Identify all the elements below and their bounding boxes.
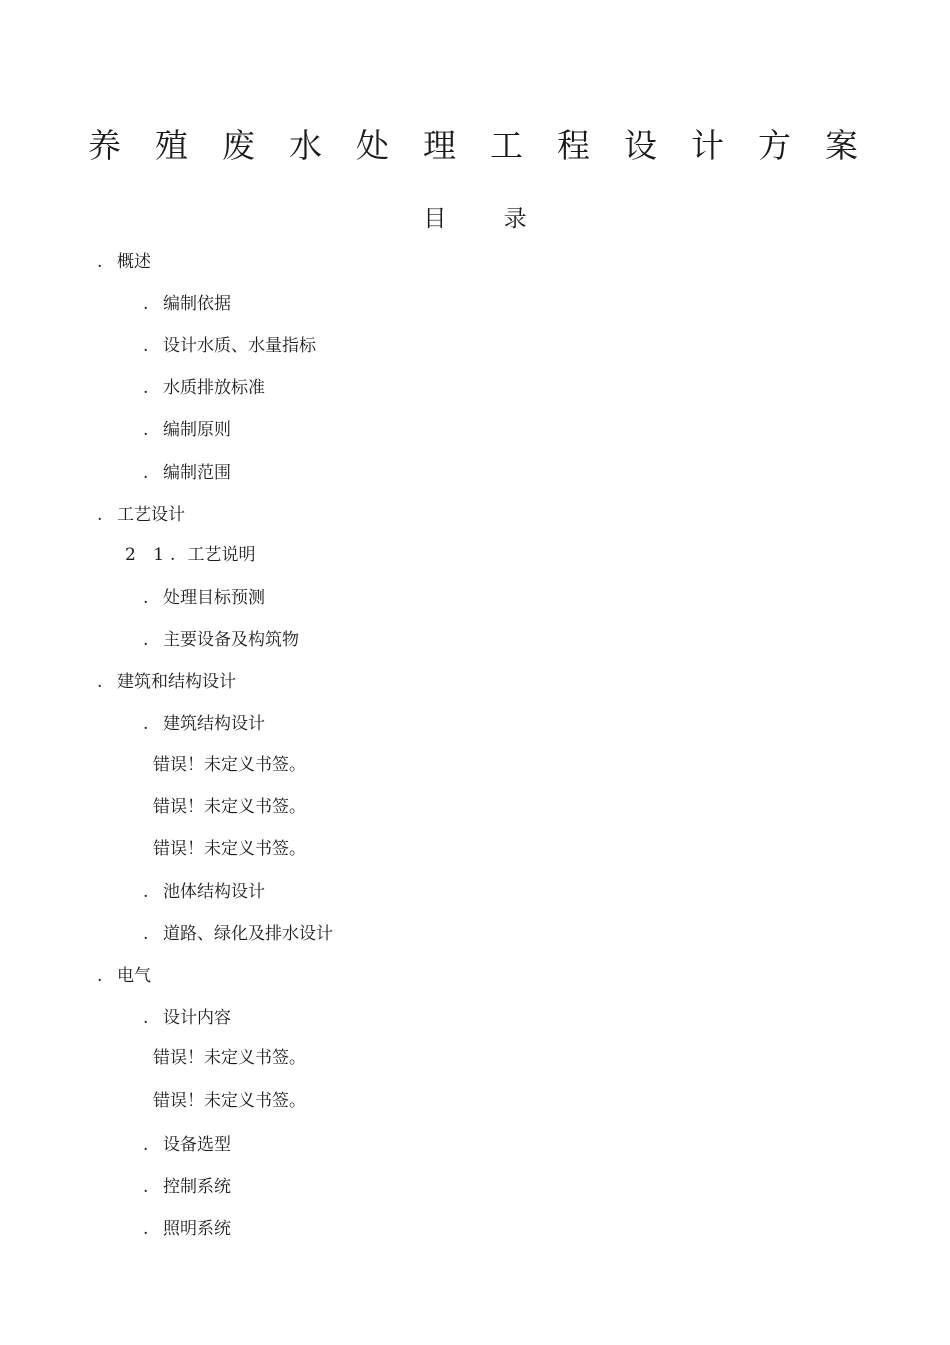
toc-entry-label: 设备选型 (163, 1135, 231, 1155)
toc-entry-label: 设计水质、水量指标 (163, 336, 316, 356)
toc-entry[interactable] (143, 1006, 231, 1030)
toc-entry[interactable] (143, 922, 333, 946)
toc-entry-label: 水质排放标准 (163, 378, 265, 398)
toc-error-entry[interactable] (153, 753, 306, 777)
toc-entry-label: 建筑和结构设计 (117, 672, 236, 692)
toc-entry-label: 编制依据 (163, 294, 231, 314)
toc-entry-label: 编制范围 (163, 463, 231, 483)
title-char: 养 (88, 126, 121, 165)
toc-entry-prefix: . (143, 294, 149, 314)
title-char: 案 (825, 126, 858, 165)
toc-error-entry[interactable] (153, 1046, 306, 1070)
toc-entry[interactable] (143, 712, 265, 736)
toc-entry-prefix: . (143, 336, 149, 356)
toc-entry-prefix: . (143, 1135, 149, 1155)
toc-entry-label: 道路、绿化及排水设计 (163, 924, 333, 944)
toc-entry[interactable] (143, 1133, 231, 1157)
title-char: 水 (289, 126, 322, 165)
toc-entry-prefix: . (97, 966, 103, 986)
toc-entry-label: 工艺设计 (117, 505, 185, 525)
toc-entry-label: 照明系统 (163, 1219, 231, 1239)
toc-entry[interactable] (143, 880, 265, 904)
toc-entry-label: 电气 (117, 966, 151, 986)
toc-entry-prefix: . (143, 1177, 149, 1197)
toc-entry[interactable] (143, 461, 231, 485)
toc-entry-label: 错误！未定义书签。 (153, 755, 306, 775)
toc-entry[interactable] (143, 586, 265, 610)
toc-error-entry[interactable] (153, 1089, 306, 1113)
toc-entry-label: 错误！未定义书签。 (153, 797, 306, 817)
title-char: 处 (356, 126, 389, 165)
toc-entry-prefix: . (143, 588, 149, 608)
toc-entry-label: 池体结构设计 (163, 882, 265, 902)
toc-entry-label: 错误！未定义书签。 (153, 1048, 306, 1068)
toc-entry-prefix: . (143, 1219, 149, 1239)
title-char: 方 (758, 126, 791, 165)
toc-entry-prefix: 2 1. (125, 545, 182, 565)
toc-entry-prefix: . (143, 882, 149, 902)
toc-entry-prefix: . (97, 672, 103, 692)
toc-entry[interactable] (97, 670, 236, 694)
toc-entry-prefix: . (97, 252, 103, 272)
toc-entry[interactable] (125, 543, 255, 567)
toc-entry-prefix: . (143, 378, 149, 398)
toc-entry-prefix: . (97, 505, 103, 525)
title-char: 计 (691, 126, 724, 165)
toc-entry[interactable] (97, 250, 151, 274)
title-char: 理 (423, 126, 456, 165)
toc-entry-prefix: . (143, 924, 149, 944)
toc-heading-char: 录 (503, 206, 527, 232)
toc-entry[interactable] (97, 503, 185, 527)
toc-entry-label: 控制系统 (163, 1177, 231, 1197)
toc-entry[interactable] (143, 1217, 231, 1241)
title-char: 设 (624, 126, 657, 165)
title-char: 工 (490, 126, 523, 165)
title-char: 废 (222, 126, 255, 165)
toc-entry-label: 主要设备及构筑物 (163, 630, 299, 650)
toc-entry[interactable] (143, 334, 316, 358)
toc-entry[interactable] (143, 418, 231, 442)
toc-entry-prefix: . (143, 630, 149, 650)
toc-entry[interactable] (143, 292, 231, 316)
toc-entry-prefix: . (143, 463, 149, 483)
title-char: 程 (557, 126, 590, 165)
toc-entry-label: 设计内容 (163, 1008, 231, 1028)
toc-entry-prefix: . (143, 714, 149, 734)
toc-entry-label: 概述 (117, 252, 151, 272)
toc-entry[interactable] (97, 964, 151, 988)
toc-entry-label: 错误！未定义书签。 (153, 1091, 306, 1111)
toc-entry-prefix: . (143, 1008, 149, 1028)
toc-entry-label: 错误！未定义书签。 (153, 839, 306, 859)
toc-entry-prefix: . (143, 420, 149, 440)
toc-error-entry[interactable] (153, 837, 306, 861)
toc-entry-label: 建筑结构设计 (163, 714, 265, 734)
toc-entry[interactable] (143, 628, 299, 652)
toc-entry-label: 编制原则 (163, 420, 231, 440)
toc-entry-label: 处理目标预测 (163, 588, 265, 608)
toc-entry-label: 工艺说明 (187, 545, 256, 565)
toc-error-entry[interactable] (153, 795, 306, 819)
toc-entry[interactable] (143, 1175, 231, 1199)
title-char: 殖 (155, 126, 188, 165)
toc-entry[interactable] (143, 376, 265, 400)
toc-heading-char: 目 (423, 206, 447, 232)
